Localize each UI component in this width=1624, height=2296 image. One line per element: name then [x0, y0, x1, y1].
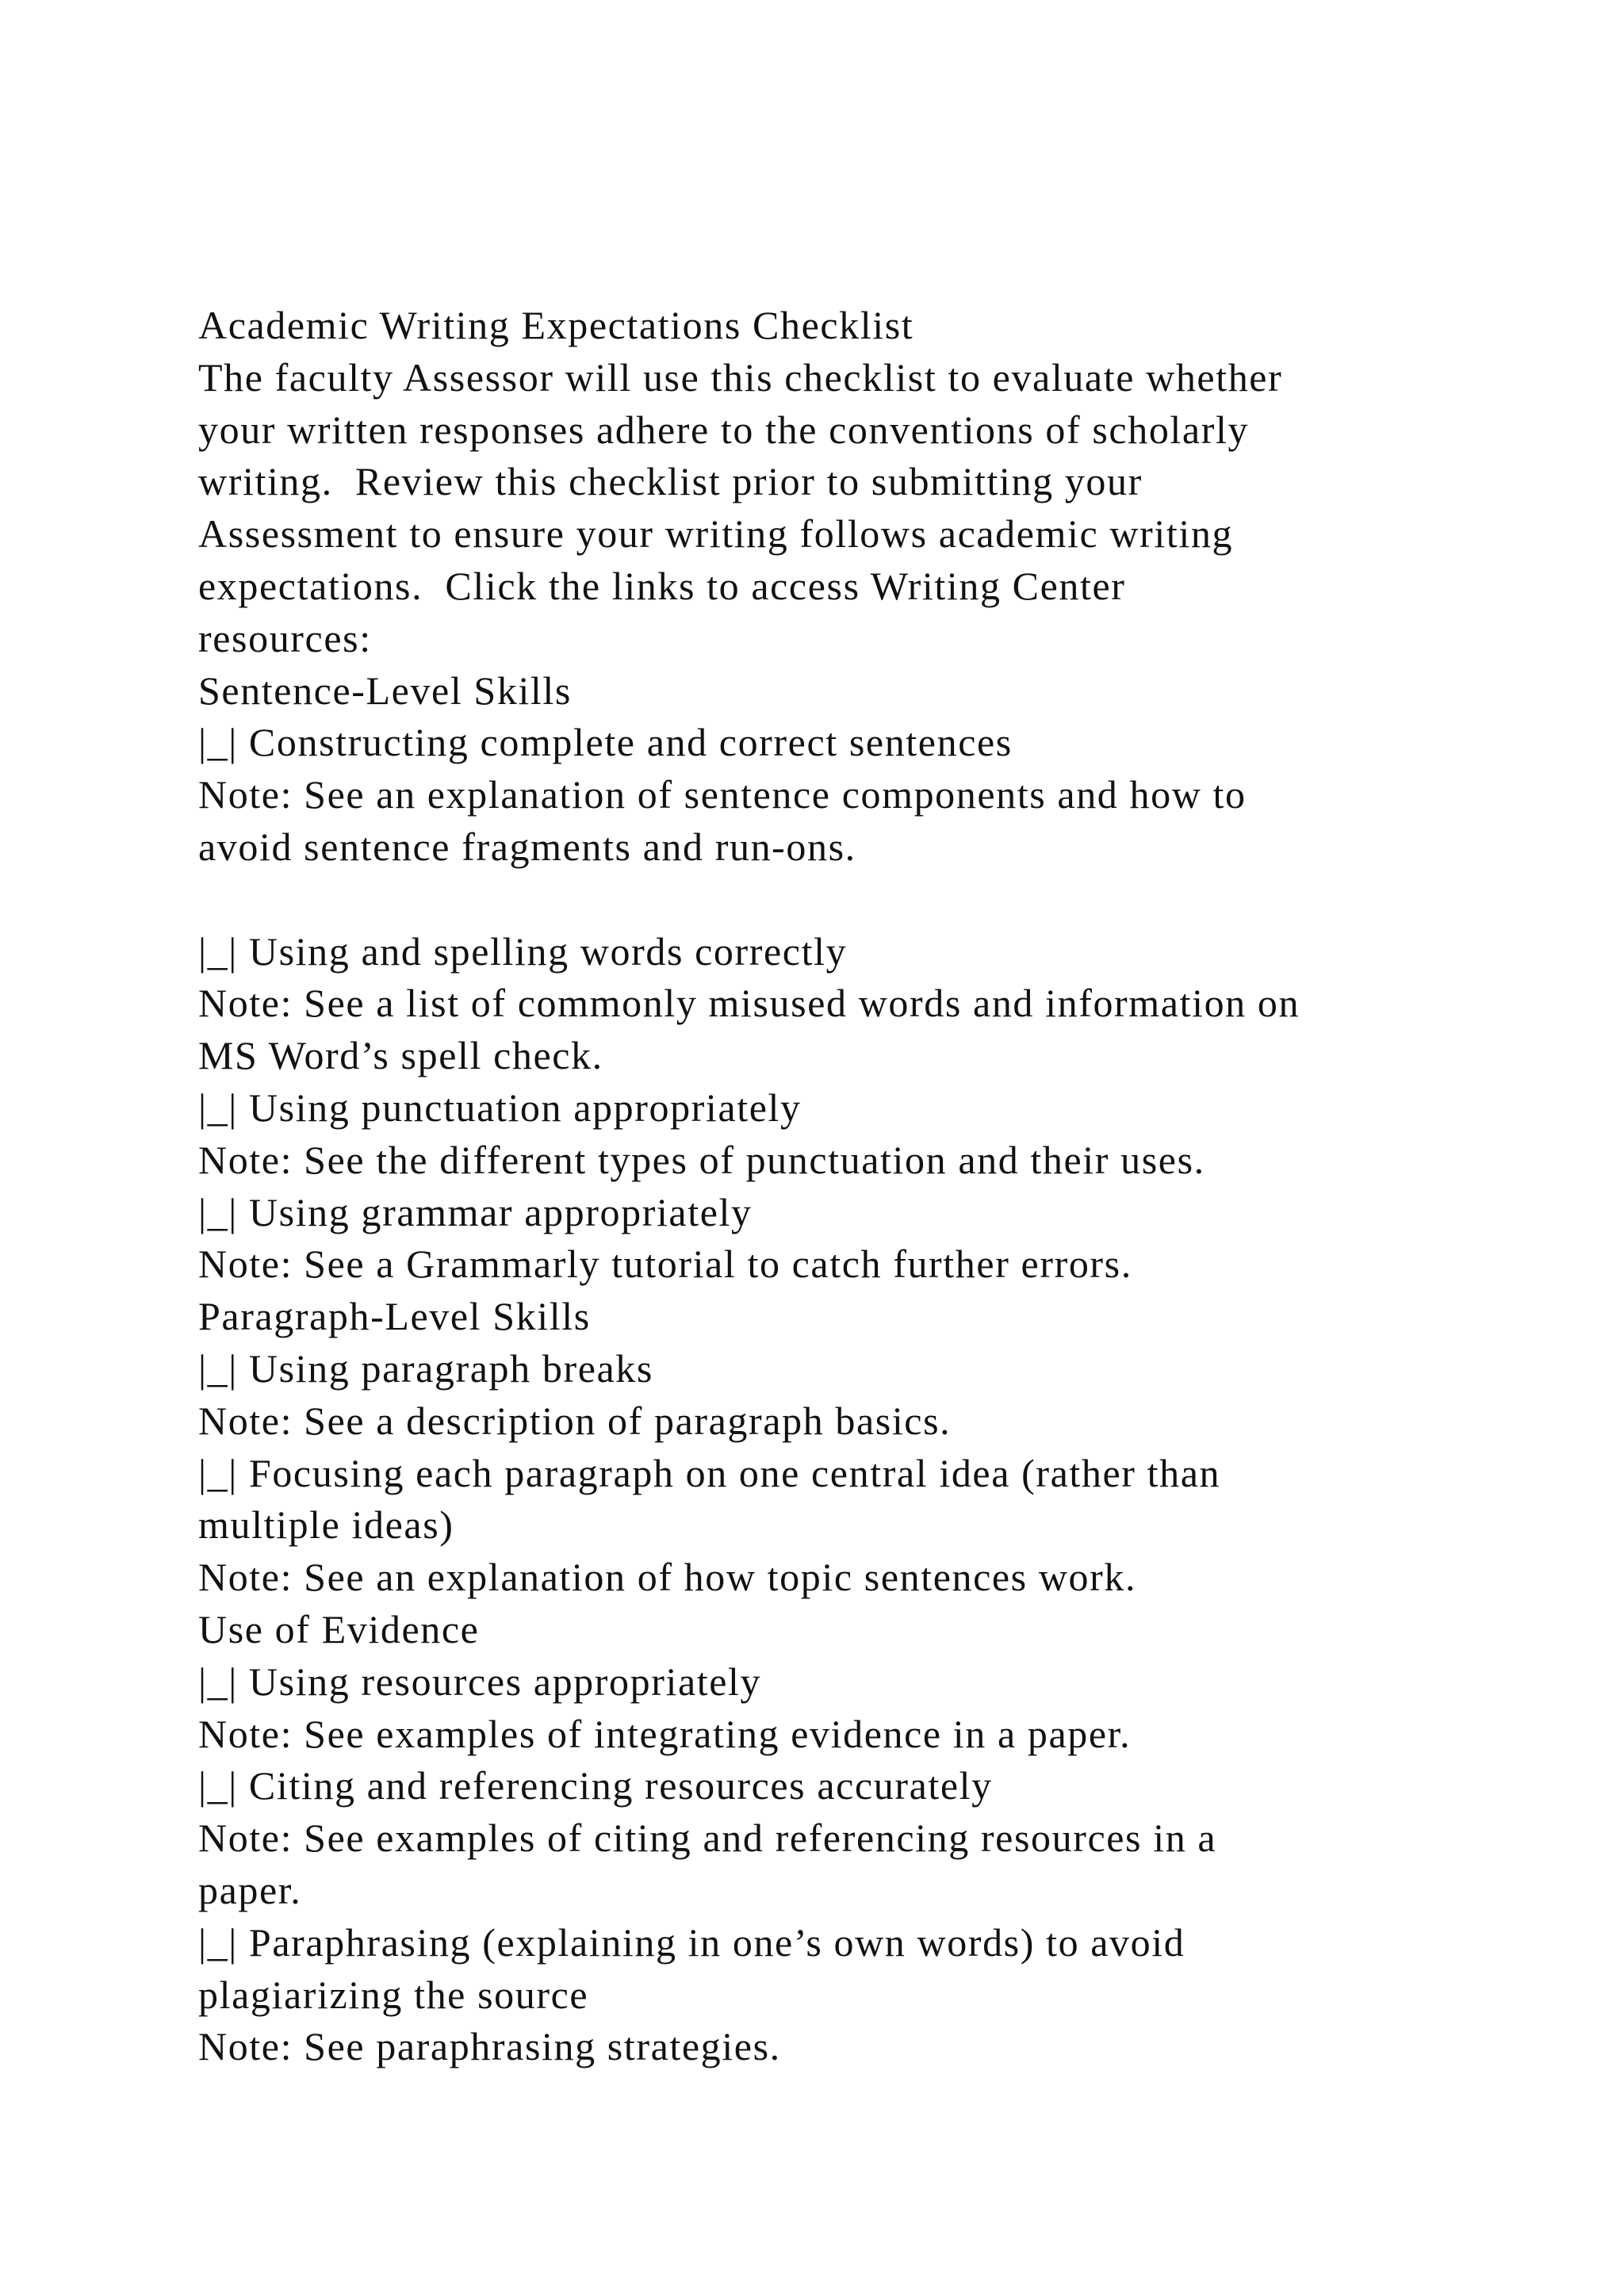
- intro-line: writing. Review this checklist prior to submitting your: [198, 459, 1143, 504]
- note-line: Note: See the different types of punctuation and their uses.: [198, 1137, 1205, 1182]
- intro-line: expectations. Click the links to access Writing Center: [198, 563, 1126, 608]
- note-line: Note: See a list of commonly misused words and information on: [198, 981, 1300, 1026]
- checklist-item-paraphrasing[interactable]: |_| Paraphrasing (explaining in one’s own words) to avoid: [198, 1919, 1185, 1965]
- checklist-item-paragraph-breaks[interactable]: |_| Using paragraph breaks: [198, 1345, 653, 1391]
- intro-line: resources:: [198, 615, 372, 660]
- note-line: Note: See an explanation of sentence components and how to: [198, 772, 1247, 817]
- checklist-item-central-idea[interactable]: |_| Focusing each paragraph on one central idea (rather than: [198, 1450, 1221, 1495]
- checklist-item-resources[interactable]: |_| Using resources appropriately: [198, 1659, 762, 1704]
- note-line: Note: See paraphrasing strategies.: [198, 2024, 781, 2069]
- section-heading-evidence: Use of Evidence: [198, 1606, 480, 1651]
- section-heading-sentence-level: Sentence-Level Skills: [198, 668, 572, 713]
- blank-line: [198, 874, 1546, 926]
- note-line: avoid sentence fragments and run-ons.: [198, 824, 856, 869]
- note-line: Note: See a description of paragraph basics.: [198, 1398, 952, 1443]
- checklist-item-citing[interactable]: |_| Citing and referencing resources accurately: [198, 1763, 993, 1808]
- note-line: paper.: [198, 1867, 302, 1912]
- note-line: Note: See examples of citing and referencing resources in a: [198, 1816, 1217, 1861]
- section-heading-paragraph-level: Paragraph-Level Skills: [198, 1294, 591, 1339]
- checklist-item-spelling[interactable]: |_| Using and spelling words correctly: [198, 928, 848, 974]
- document-page: [198, 300, 1546, 2073]
- checklist-item-grammar[interactable]: |_| Using grammar appropriately: [198, 1189, 753, 1234]
- intro-line: your written responses adhere to the conventions of scholarly: [198, 407, 1250, 452]
- note-line: MS Word’s spell check.: [198, 1033, 603, 1078]
- note-line: Note: See examples of integrating evidence in a paper.: [198, 1711, 1132, 1756]
- checklist-item-continuation: plagiarizing the source: [198, 1972, 589, 2017]
- note-line: Note: See a Grammarly tutorial to catch further errors.: [198, 1242, 1132, 1287]
- checklist-item-complete-sentences[interactable]: |_| Constructing complete and correct sentences: [198, 720, 1013, 765]
- page-title: Academic Writing Expectations Checklist: [198, 303, 914, 347]
- intro-line: The faculty Assessor will use this checklist to evaluate whether: [198, 354, 1283, 400]
- checklist-item-continuation: multiple ideas): [198, 1502, 454, 1548]
- checklist-item-punctuation[interactable]: |_| Using punctuation appropriately: [198, 1085, 802, 1130]
- intro-line: Assessment to ensure your writing follows academic writing: [198, 511, 1234, 557]
- note-line: Note: See an explanation of how topic sentences work.: [198, 1555, 1137, 1600]
